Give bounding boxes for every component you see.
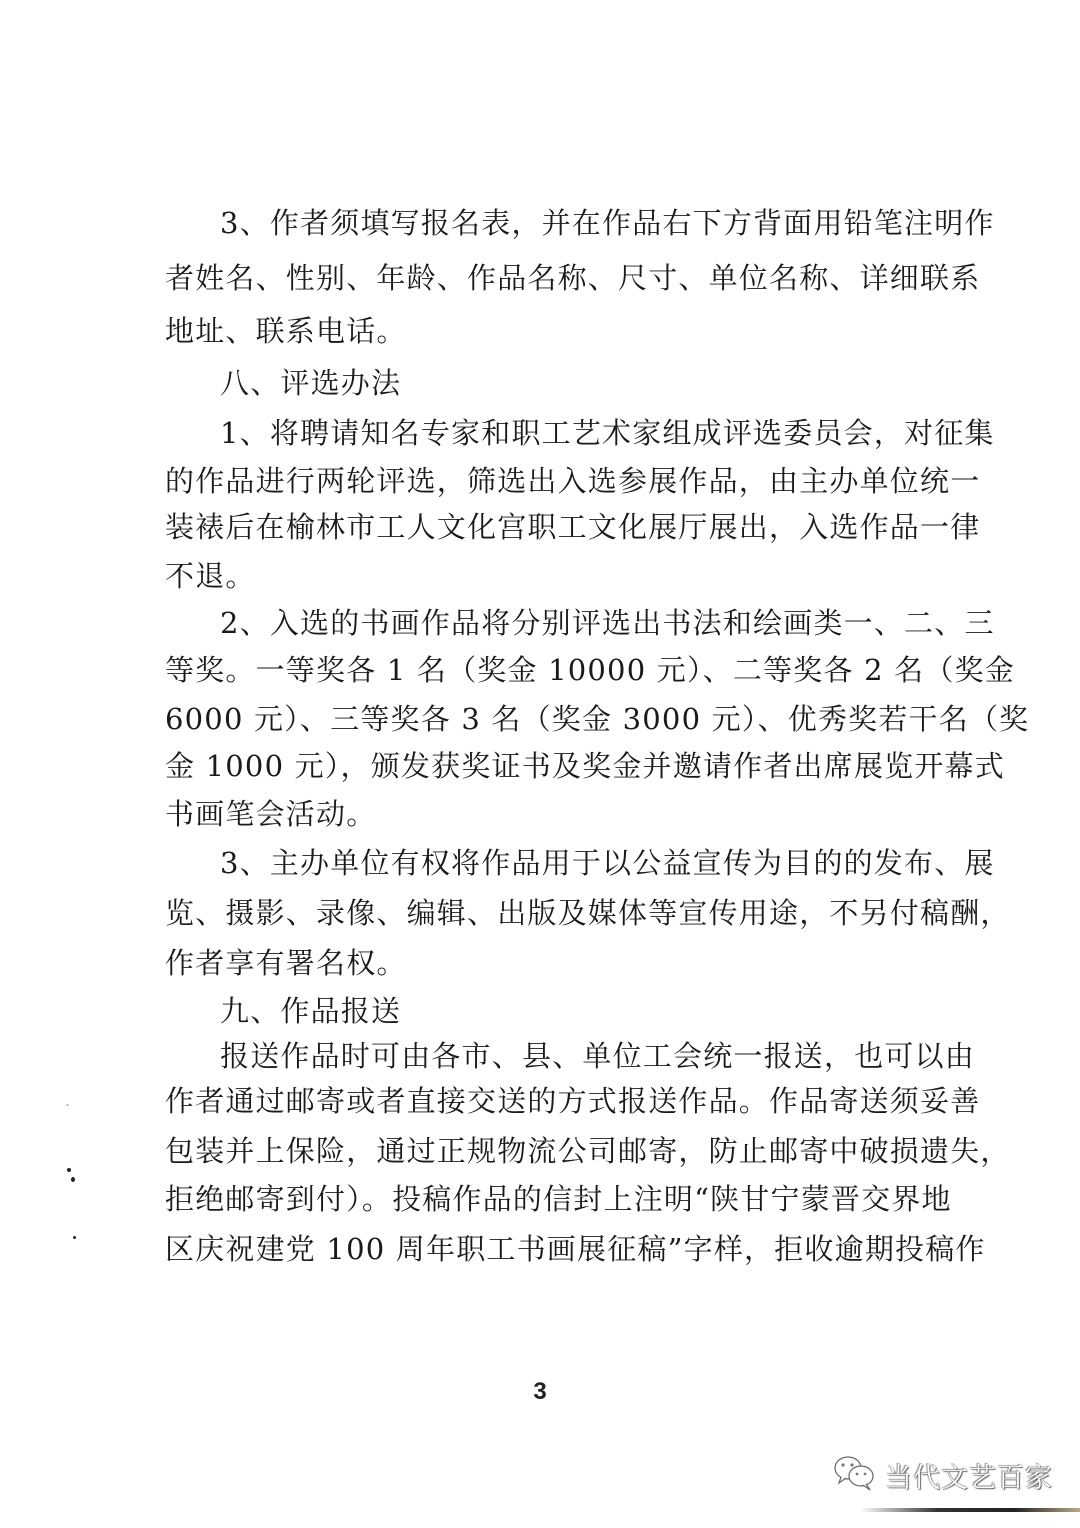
text-line: 作者享有署名权。 xyxy=(165,946,407,980)
scan-edge xyxy=(860,1508,1080,1512)
text-line: 3、主办单位有权将作品用于以公益宣传为目的的发布、展 xyxy=(220,846,995,880)
text-line: 者姓名、性别、年龄、作品名称、尺寸、单位名称、详细联系 xyxy=(165,261,981,295)
text-line: 2、入选的书画作品将分别评选出书法和绘画类一、二、三 xyxy=(220,606,995,640)
text-line: 的作品进行两轮评选，筛选出入选参展作品，由主办单位统一 xyxy=(165,464,981,498)
text-line: 不退。 xyxy=(165,559,256,593)
page-number: 3 xyxy=(533,1378,547,1405)
wechat-icon xyxy=(833,1454,877,1496)
text-line: 包装并上保险，通过正规物流公司邮寄，防止邮寄中破损遗失， xyxy=(165,1134,1011,1168)
text-line: 等奖。一等奖各 1 名（奖金 10000 元）、二等奖各 2 名（奖金 xyxy=(165,653,1015,687)
text-line: 拒绝邮寄到付）。投稿作品的信封上注明“陕甘宁蒙晋交界地 xyxy=(165,1182,952,1216)
text-line: 3、作者须填写报名表，并在作品右下方背面用铅笔注明作 xyxy=(220,206,995,240)
text-line: 报送作品时可由各市、县、单位工会统一报送，也可以由 xyxy=(220,1039,976,1073)
wechat-watermark xyxy=(833,1455,1053,1495)
text-line: 览、摄影、录像、编辑、出版及媒体等宣传用途，不另付稿酬， xyxy=(165,896,1011,930)
watermark-text: 当代文艺百家 xyxy=(885,1462,1053,1494)
text-line: 装裱后在榆林市工人文化宫职工文化展厅展出，入选作品一律 xyxy=(165,510,981,544)
text-line: 八、评选办法 xyxy=(220,366,402,400)
text-line: 地址、联系电话。 xyxy=(165,314,407,348)
text-line: 九、作品报送 xyxy=(220,994,402,1028)
text-line: 区庆祝建党 100 周年职工书画展征稿”字样，拒收逾期投稿作 xyxy=(165,1232,986,1266)
text-line: 1、将聘请知名专家和职工艺术家组成评选委员会，对征集 xyxy=(220,416,995,450)
text-line: 6000 元）、三等奖各 3 名（奖金 3000 元）、优秀奖若干名（奖 xyxy=(165,702,1030,736)
text-line: 金 1000 元），颁发获奖证书及奖金并邀请作者出席展览开幕式 xyxy=(165,749,1005,783)
text-line: 书画笔会活动。 xyxy=(165,797,377,831)
text-line: 作者通过邮寄或者直接交送的方式报送作品。作品寄送须妥善 xyxy=(165,1084,981,1118)
